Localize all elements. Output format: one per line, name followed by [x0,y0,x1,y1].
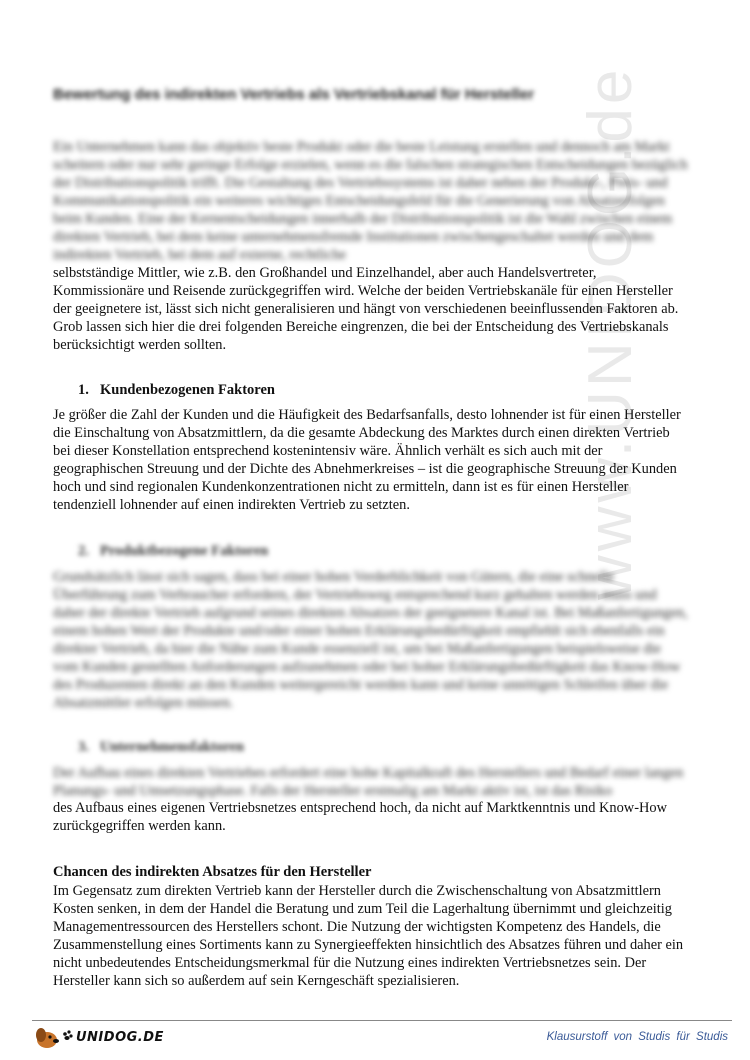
section-2-title: Produktbezogene Faktoren [100,543,269,559]
chancen-paragraph: Im Gegensatz zum direkten Vertrieb kann der Hersteller durch die Zwischenschaltung von Absatzmittlern Kosten senken, in dem der Handel die Beratung und zum Teil die Lagerhaltung übernimmt und gleichzeitig Managementressourcen des Herstellers schont. Die Nutzung der wichtigsten Kompetenz des Handels, die Zusammenstellung eines Sortiments kann zu Synergieeffekten hinsichtlich des Absatzes führen und daher ein nicht unbedeutendes Entscheidungsmerkmal für die Nutzung eines indirekten Vertriebsnetzes sein. Der Hersteller kann sich so außerdem auf sein Kerngeschäft spezialisieren. [53,883,684,989]
section-1-paragraph: Je größer die Zahl der Kunden und die Häufigkeit des Bedarfsanfalls, desto lohnender ist für einen Hersteller die Einschaltung von Absatzmittlern, da die gesamte Abdeckung des Marktes durch einen direkten Vertrieb bei dieser Konstellation entsprechend kostenintensiv wäre. Ähnlich verhält es sich auch mit der geographischen Streuung und der Dichte des Abnehmerkreises – ist die geographische Streuung der Kunden hoch und sind regionalen Kundenkonzentrationen nicht zu ermitteln, dann ist es für einen Hersteller tendenziell lohnender auf einen indirekten Vertrieb zu setzten. [53,407,681,513]
dog-icon [32,1024,74,1050]
section-2-heading [78,543,268,560]
unidog-logo[interactable] [32,1024,164,1050]
section-3-heading [78,739,244,756]
section-3-number: 3. [78,739,89,755]
watermark: www.UNIDOG.de [576,65,645,600]
section-1-number: 1. [78,382,89,398]
chancen-heading: Chancen des indirekten Absatzes für den Hersteller [53,864,372,880]
intro-blurred-paragraph: Ein Unternehmen kann das objektiv beste Produkt oder die beste Leistung erstellen und dennoch am Markt scheitern oder nur sehr geringe Erfolge erzielen, wenn es die falschen strategischen Entscheidungen bezüglich der Distributionspolitik trifft. Die Gestaltung des Vertriebssystems ist daher neben der Produkt-, Preis- und Kommunikationspolitik ein weiteres wichtiges Entscheidungsfeld für die Generierung von Absatzerfolgen beim Kunden. Eine der Kernentscheidungen innerhalb der Distributionspolitik ist die Wahl zwischen einem direkten Vertrieb, bei dem keine unternehmensfremde Institutionen zwischengeschaltet werden und dem indirekten Vertrieb, bei dem auf externe, rechtliche [53,139,688,263]
section-3-paragraph: des Aufbaus eines eigenen Vertriebsnetzes entsprechend hoch, da nicht auf Marktkenntnis und Know-How zurückgegriffen werden kann. [53,800,667,834]
section-1-title: Kundenbezogenen Faktoren [100,382,275,398]
section-2-number: 2. [78,543,89,559]
section-3-title: Unternehmensfaktoren [100,739,244,755]
section-3-blurred-paragraph: Der Aufbau eines direkten Vertriebes erfordert eine hohe Kapitalkraft des Herstellers und Bedarf einer langen Planungs- und Umsetzungsphase. Falls der Hersteller erstmalig am Markt aktiv ist, ist das Risiko [53,765,684,799]
document-title: Bewertung des indirekten Vertriebs als Vertriebskanal für Hersteller [53,86,535,103]
section-2-paragraph: Grundsätzlich lässt sich sagen, dass bei einer hohen Verderblichkeit von Gütern, die eine schnelle Überführung zum Verbraucher erfordern, der Vertriebsweg entsprechend kurz gehalten werden muss und daher der direkte Vertrieb aufgrund seines direkten Absatzes der geeignetere Kanal ist. Bei Maßanfertigungen, einem hohen Wert der Produkte und/oder einer hohen Erklärungsbedürftigkeit empfiehlt sich ebenfalls ein direkter Vertrieb, da hier die Nähe zum Kunde essenziell ist, um bei Maßanfertigungen beispielsweise die vom Kunden gestellten Anforderungen aufzunehmen oder bei hoher Erklärungsbedürftigkeit das Know-How des Produzenten direkt an den Kunden weitergereicht werden kann und keine unnötigen Schleifen über die Absatzmittler erfolgen müssen. [53,569,688,711]
section-1-heading [78,382,275,399]
logo-text: UNIDOG.DE [76,1029,164,1045]
footer-slogan: Klausurstoff von Studis für Studis [546,1031,728,1043]
intro-paragraph: selbstständige Mittler, wie z.B. den Großhandel und Einzelhandel, aber auch Handelsvertreter, Kommissionäre und Reisende zurückgegriffen wird. Welche der beiden Vertriebskanäle für einen Hersteller der geeignetere ist, lässt sich nicht generalisieren und hängt von verschiedenen beeinflussenden Faktoren ab. Grob lassen sich hier die drei folgenden Bereiche eingrenzen, die bei der Entscheidung des Vertriebskanals berücksichtigt werden sollten. [53,265,679,353]
footer-divider [32,1020,732,1021]
